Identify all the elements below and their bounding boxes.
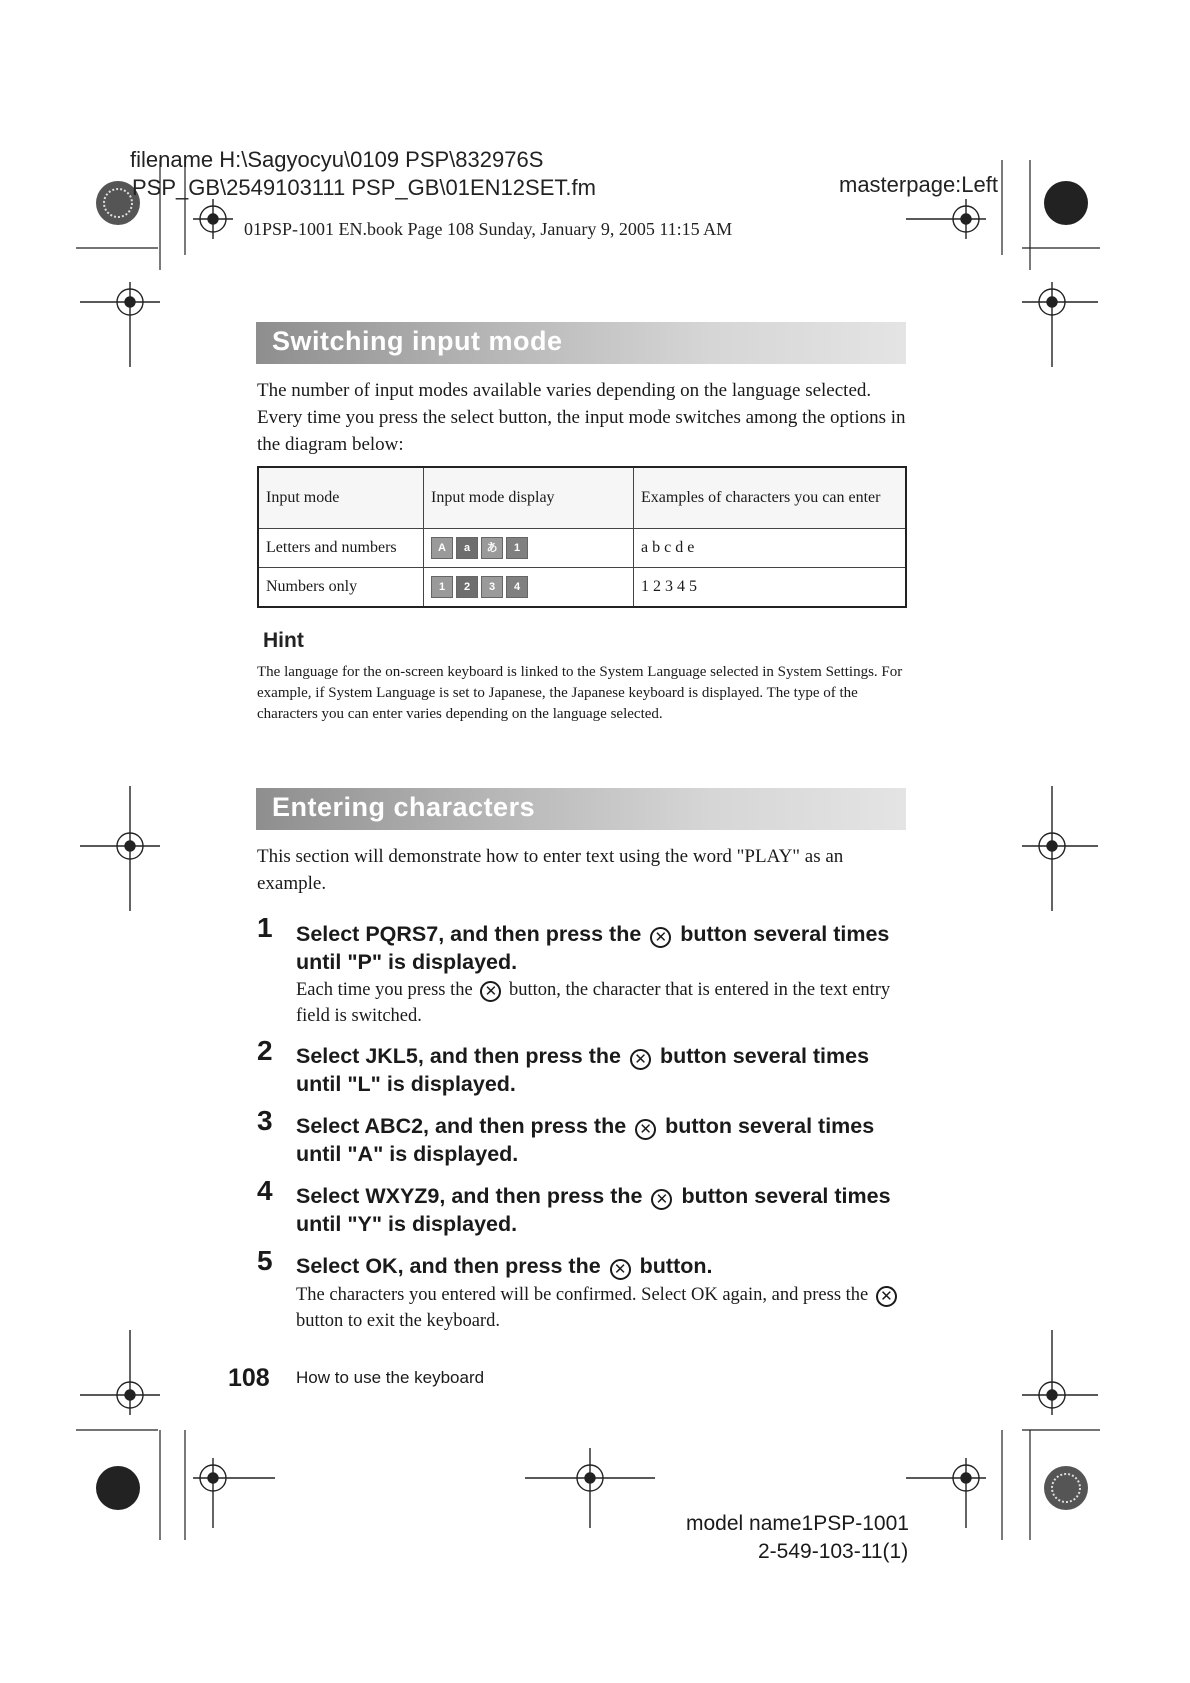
example-cell: 1 2 3 4 5: [634, 568, 907, 608]
filename-line-1: filename H:\Sagyocyu\0109 PSP\832976S: [130, 147, 544, 172]
crosshair-mark: [80, 282, 160, 367]
step-title: Select JKL5, and then press the ✕ button several times until "L" is displayed.: [296, 1044, 870, 1096]
step-title: Select OK, and then press the ✕ button.: [296, 1254, 713, 1278]
cross-button-icon: ✕: [876, 1286, 897, 1307]
step-number: 1: [257, 912, 273, 943]
table-header-cell: Examples of characters you can enter: [634, 467, 907, 529]
book-info-line: 01PSP-1001 EN.book Page 108 Sunday, January 9, 2005 11:15 AM: [244, 219, 733, 239]
crosshair-mark: [1022, 1330, 1098, 1415]
section-banner-entering-characters: [256, 788, 906, 830]
crosshair-mark: [193, 199, 233, 239]
table-header-cell: Input mode display: [424, 467, 634, 529]
footer-section-name: How to use the keyboard: [296, 1368, 485, 1387]
mode-display-cell: [424, 568, 634, 608]
crosshair-mark: [1022, 786, 1098, 911]
crosshair-mark: [1022, 282, 1098, 367]
input-mode-table: [257, 466, 907, 608]
hint-title: Hint: [263, 629, 304, 652]
cross-button-icon: ✕: [651, 1189, 672, 1210]
cross-button-icon: ✕: [480, 981, 501, 1002]
mode-display-cell: [424, 529, 634, 568]
table-row: [258, 529, 906, 568]
masterpage-label: masterpage:Left: [839, 172, 998, 197]
mode-icon: 1: [506, 537, 528, 559]
cross-button-icon: ✕: [630, 1049, 651, 1070]
step-title: Select ABC2, and then press the ✕ button several times until "A" is displayed.: [296, 1114, 875, 1166]
mode-display-icons: [431, 537, 528, 559]
mode-icon: 4: [506, 576, 528, 598]
section-title: Entering characters: [272, 792, 536, 822]
registration-dot-mark: [96, 1466, 140, 1510]
mode-icon: 3: [481, 576, 503, 598]
crosshair-mark: [906, 199, 986, 239]
registration-star-mark: [1044, 1466, 1088, 1510]
hint-text: The language for the on-screen keyboard is linked to the System Language selected in System Settings. For example, if System Language is set to Japanese, the Japanese keyboard is displayed. The type of the characters you can enter varies depending on the language selected.: [257, 664, 903, 722]
table-row: [258, 568, 906, 608]
step-number: 4: [257, 1175, 273, 1206]
table-header-cell: Input mode: [258, 467, 424, 529]
step-number: 2: [257, 1035, 273, 1066]
mode-icon: あ: [481, 537, 503, 559]
crosshair-mark: [525, 1448, 655, 1528]
step-title: Select PQRS7, and then press the ✕ button several times until "P" is displayed.: [296, 922, 890, 974]
input-mode-cell: Numbers only: [258, 568, 424, 608]
mode-icon: a: [456, 537, 478, 559]
mode-icon: A: [431, 537, 453, 559]
step-description: Each time you press the ✕ button, the character that is entered in the text entry field is switched.: [296, 980, 891, 1026]
mode-display-icons: [431, 576, 528, 598]
cross-button-icon: ✕: [650, 927, 671, 948]
step-description: The characters you entered will be confirmed. Select OK again, and press the ✕ button to exit the keyboard.: [296, 1282, 911, 1334]
crosshair-mark: [906, 1458, 986, 1528]
section-banner-switching-input-mode: [256, 322, 906, 364]
section-intro: This section will demonstrate how to enter text using the word "PLAY" as an example.: [257, 846, 844, 894]
registration-dot-mark: [1044, 181, 1088, 225]
page-number: 108: [228, 1364, 270, 1392]
input-mode-cell: Letters and numbers: [258, 529, 424, 568]
part-code-line: 2-549-103-11(1): [758, 1540, 909, 1563]
example-cell: a b c d e: [634, 529, 907, 568]
mode-icon: 2: [456, 576, 478, 598]
step-number: 3: [257, 1105, 273, 1136]
section-intro: The number of input modes available varies depending on the language selected. Every time you press the select button, the input mode switches among the options in the diagram below:: [257, 380, 906, 455]
crosshair-mark: [193, 1458, 275, 1528]
step-number: 5: [257, 1245, 273, 1276]
section-title: Switching input mode: [272, 326, 563, 356]
cross-button-icon: ✕: [610, 1259, 631, 1280]
crosshair-mark: [80, 1330, 160, 1415]
cross-button-icon: ✕: [635, 1119, 656, 1140]
step-title: Select WXYZ9, and then press the ✕ button several times until "Y" is displayed.: [296, 1184, 891, 1236]
mode-icon: 1: [431, 576, 453, 598]
filename-line-2: PSP_GB\2549103111 PSP_GB\01EN12SET.fm: [132, 175, 596, 200]
model-name-line: model name1PSP-1001: [686, 1512, 909, 1535]
crosshair-mark: [80, 786, 160, 911]
table-header-row: [258, 467, 906, 529]
